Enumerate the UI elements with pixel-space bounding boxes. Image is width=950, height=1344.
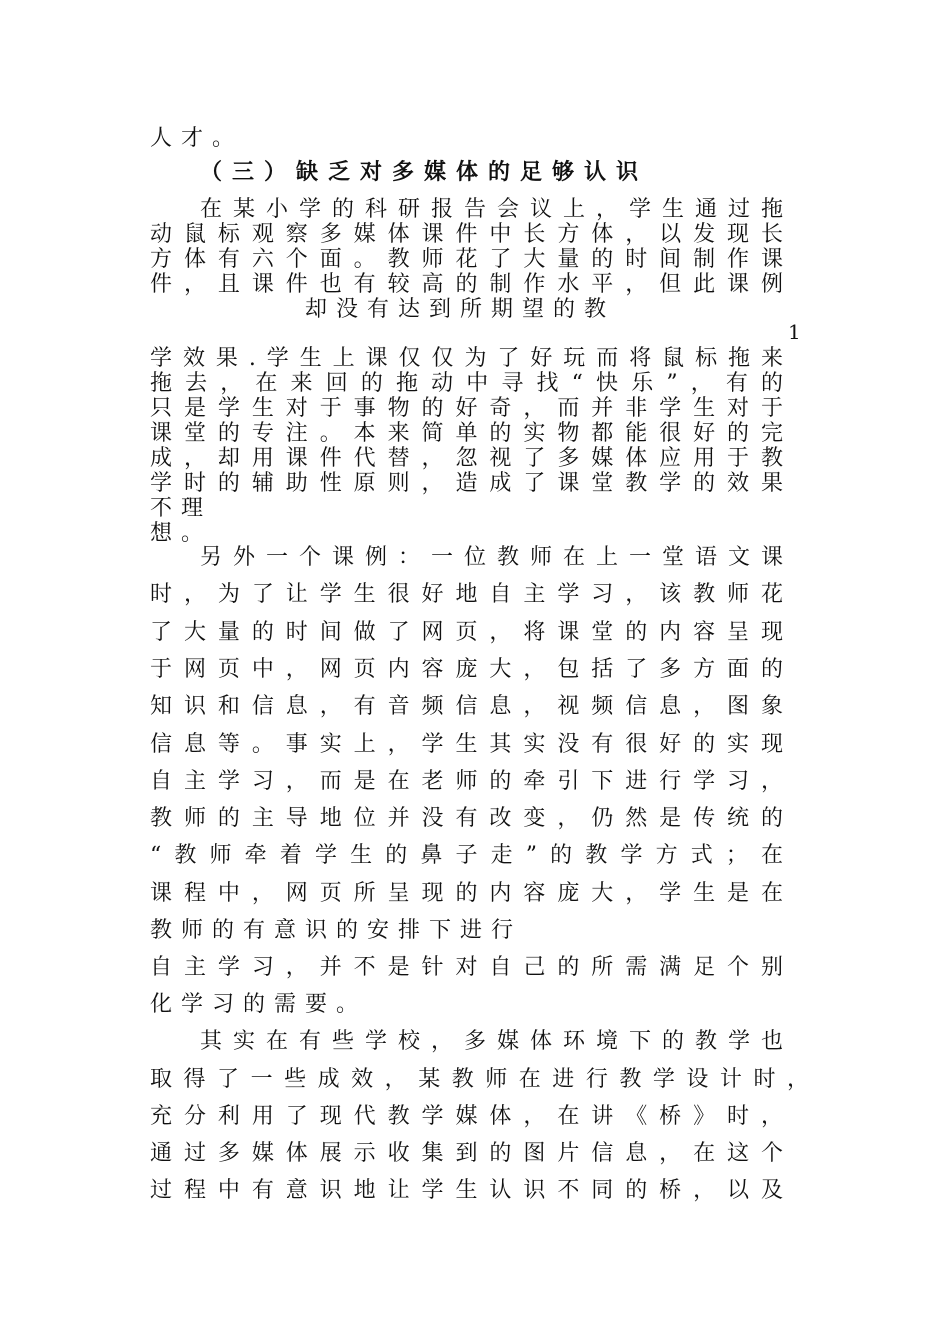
text-line: 过程中有意识地让学生认识不同的桥，以及 — [150, 1178, 792, 1203]
text-line: 件，且课件也有较高的制作水平，但此课例 — [150, 272, 792, 297]
text-line: 自主学习，而是在老师的牵引下进行学习， — [150, 769, 792, 794]
text-line: 取得了一些成效，某教师在进行教学设计时， — [150, 1067, 818, 1092]
text-line: 却没有达到所期望的教 — [305, 297, 616, 322]
text-line: 课堂的专注。本来简单的实物都能很好的完 — [150, 421, 792, 446]
text-line: 知识和信息，有音频信息，视频信息，图象 — [150, 694, 792, 719]
section-heading: （三）缺乏对多媒体的足够认识 — [200, 160, 649, 185]
text-line: 时，为了让学生很好地自主学习，该教师花 — [150, 582, 792, 607]
text-line: 方体有六个面。教师花了大量的时间制作课 — [150, 247, 792, 272]
text-line: “教师牵着学生的鼻子走”的教学方式；在 — [150, 843, 792, 868]
text-line: 成，却用课件代替，忽视了多媒体应用于教 — [150, 446, 792, 471]
text-line: 想。 — [150, 521, 213, 546]
text-line: 在某小学的科研报告会议上，学生通过拖 — [200, 197, 792, 222]
text-line: 了大量的时间做了网页，将课堂的内容呈现 — [150, 620, 792, 645]
text-line: 教师的主导地位并没有改变，仍然是传统的 — [150, 806, 792, 831]
text-line: 通过多媒体展示收集到的图片信息，在这个 — [150, 1141, 792, 1166]
text-line: 课程中，网页所呈现的内容庞大，学生是在 — [150, 881, 792, 906]
text-line: 充分利用了现代教学媒体，在讲《桥》时， — [150, 1104, 792, 1129]
text-line: 信息等。事实上，学生其实没有很好的实现 — [150, 732, 792, 757]
text-line: 只是学生对于事物的好奇，而并非学生对于 — [150, 396, 792, 421]
text-line: 于网页中，网页内容庞大，包括了多方面的 — [150, 657, 792, 682]
text-line: 拖去，在来回的拖动中寻找“快乐”，有的 — [150, 371, 792, 396]
text-line: 其实在有些学校，多媒体环境下的教学也 — [200, 1029, 792, 1054]
text-line: 自主学习，并不是针对自己的所需满足个别 — [150, 955, 792, 980]
text-line: 动鼠标观察多媒体课件中长方体，以发现长 — [150, 222, 792, 247]
text-line: 另外一个课例：一位教师在上一堂语文课 — [200, 545, 792, 570]
text-line: 学时的辅助性原则，造成了课堂教学的效果 — [150, 471, 792, 496]
text-line: 人才。 — [150, 126, 244, 151]
text-line: 化学习的需要。 — [150, 992, 368, 1017]
page-number: 1 — [788, 320, 801, 344]
text-line: 教师的有意识的安排下进行 — [150, 918, 523, 943]
text-line: 不理 — [150, 496, 213, 521]
text-line: 学效果.学生上课仅仅为了好玩而将鼠标拖来 — [150, 346, 792, 371]
